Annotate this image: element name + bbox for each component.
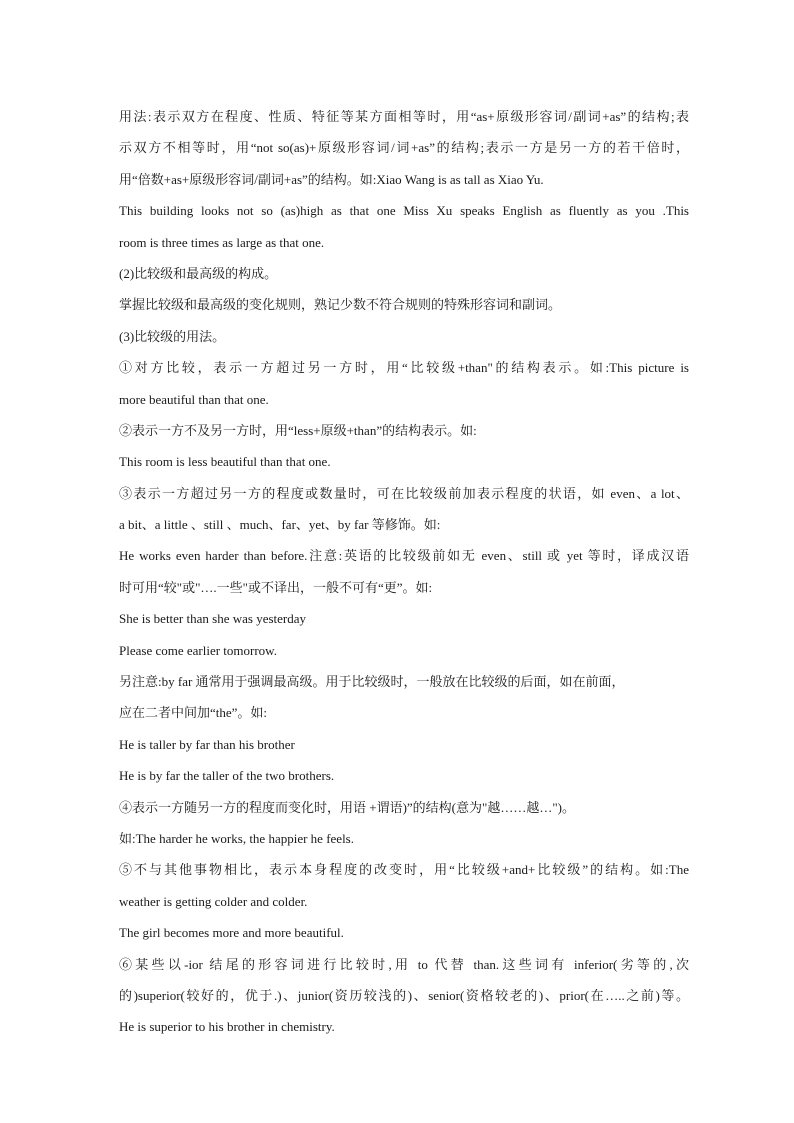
paragraph-line: 时可用“较"或"….一些"或不译出，一般不可有“更”。如: [119, 579, 433, 595]
paragraph-line: ⑥某些以-ior 结尾的形容词进行比较时,用 to 代替 than.这些词有 inferior(劣等的,次 [119, 956, 689, 972]
paragraph-line: 的)superior(较好的，优于.)、junior(资历较浅的)、senior(资格较老的)、prior(在…..之前)等。 [119, 987, 689, 1003]
example-sentence: He is by far the taller of the two brothers. [119, 768, 335, 784]
paragraph-line: ③表示一方超过另一方的程度或数量时，可在比较级前加表示程度的状语，如 even、a lot、 [119, 485, 689, 501]
paragraph-line: ①对方比较，表示一方超过另一方时，用“比较级+than"的结构表示。如:This picture is [119, 360, 689, 376]
paragraph-line: a bit、a little 、still 、much、far、yet、by far 等修饰。如: [119, 517, 441, 533]
section-heading: (3)比较级的用法。 [119, 328, 226, 344]
paragraph-line: more beautiful than that one. [119, 391, 269, 407]
example-sentence: He is superior to his brother in chemistry. [119, 1019, 335, 1035]
example-sentence: 如:The harder he works, the happier he feels. [119, 830, 354, 846]
paragraph-line: 用“倍数+as+原级形容词/副词+as”的结构。如:Xiao Wang is as tall as Xiao Yu. [119, 171, 544, 187]
example-sentence: She is better than she was yesterday [119, 611, 307, 627]
example-sentence: He is taller by far than his brother [119, 736, 295, 752]
example-sentence: The girl becomes more and more beautiful. [119, 925, 344, 941]
example-sentence: Please come earlier tomorrow. [119, 642, 277, 658]
section-heading: (2)比较级和最高级的构成。 [119, 265, 278, 281]
paragraph-line: This building looks not so (as)high as that one Miss Xu speaks English as fluently as you .This [119, 203, 689, 219]
paragraph-line: 示双方不相等时，用“not so(as)+原级形容词/词+as”的结构;表示一方是另一方的若干倍时， [119, 140, 689, 156]
example-sentence: This room is less beautiful than that one. [119, 454, 331, 470]
paragraph-line: 应在二者中间加“the”。如: [119, 705, 268, 721]
paragraph-line: 另注意:by far 通常用于强调最高级。用于比较级时，一般放在比较级的后面，如在前面， [119, 674, 625, 690]
paragraph-line: ②表示一方不及另一方时，用“less+原级+than”的结构表示。如: [119, 422, 477, 438]
paragraph-line: 用法:表示双方在程度、性质、特征等某方面相等时，用“as+原级形容词/副词+as”的结构;表 [119, 109, 689, 124]
paragraph-line: 掌握比较级和最高级的变化规则，熟记少数不符合规则的特殊形容词和副词。 [119, 297, 562, 313]
paragraph-line: He works even harder than before.注意:英语的比较级前如无 even、still 或 yet 等时，译成汉语 [119, 548, 689, 564]
paragraph-line: ④表示一方随另一方的程度而变化时，用语 +谓语)”的结构(意为"越……越…")。 [119, 799, 575, 815]
paragraph-line: room is three times as large as that one. [119, 234, 325, 250]
paragraph-line: ⑤不与其他事物相比，表示本身程度的改变时，用“比较级+and+比较级”的结构。如:The [119, 862, 689, 878]
document-body [119, 101, 689, 1043]
paragraph-line: weather is getting colder and colder. [119, 893, 308, 909]
